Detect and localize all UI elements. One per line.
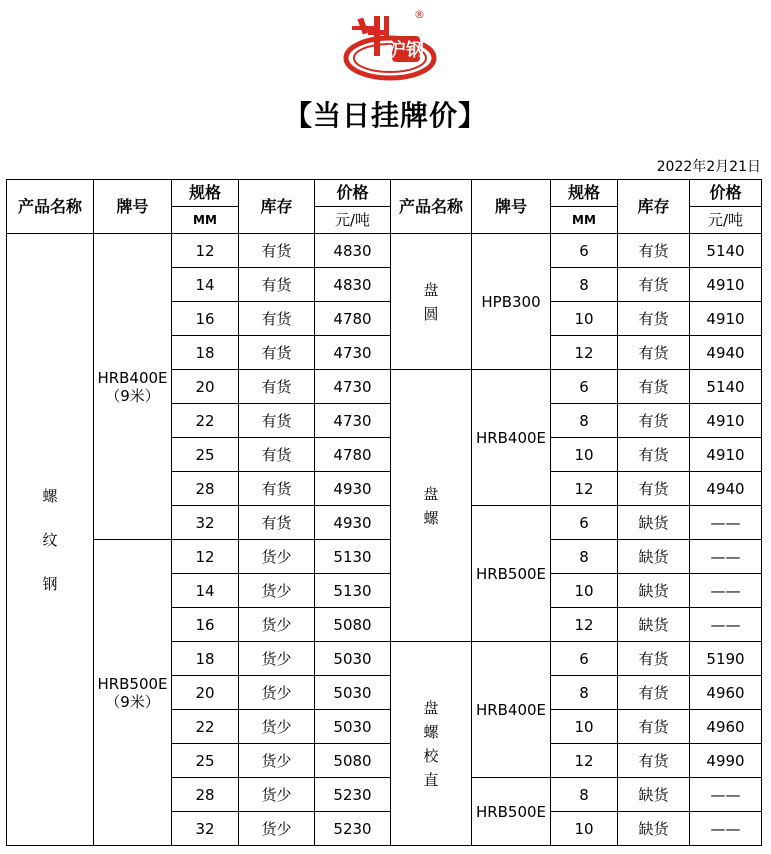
left-spec: 18 <box>172 642 239 676</box>
left-spec: 25 <box>172 438 239 472</box>
left-brand-length: （9米） <box>105 692 160 711</box>
right-stock: 有货 <box>618 438 690 472</box>
left-spec: 28 <box>172 778 239 812</box>
left-stock: 货少 <box>239 710 315 744</box>
right-spec: 8 <box>551 676 618 710</box>
header-price-right: 价格 <box>690 180 762 207</box>
right-spec: 8 <box>551 404 618 438</box>
left-price: 4730 <box>315 404 391 438</box>
left-stock: 货少 <box>239 676 315 710</box>
right-brand: HPB300 <box>472 234 551 370</box>
header-price-unit: 元/吨 <box>315 207 391 234</box>
right-spec: 6 <box>551 506 618 540</box>
header-stock: 库存 <box>239 180 315 234</box>
right-stock: 有货 <box>618 744 690 778</box>
left-product-label: 螺纹钢 <box>42 486 58 593</box>
right-product-name <box>391 370 472 642</box>
header-spec-unit-right: MM <box>551 207 618 234</box>
right-product-label: 盘圆 <box>423 280 439 323</box>
right-price: 5140 <box>690 234 762 268</box>
right-price: 4990 <box>690 744 762 778</box>
right-stock: 缺货 <box>618 574 690 608</box>
left-price: 5030 <box>315 710 391 744</box>
left-spec: 25 <box>172 744 239 778</box>
right-brand: HRB500E <box>472 506 551 642</box>
left-brand-cell <box>94 540 172 846</box>
right-spec: 12 <box>551 472 618 506</box>
right-price: —— <box>690 812 762 846</box>
right-price: 5190 <box>690 642 762 676</box>
right-stock: 缺货 <box>618 506 690 540</box>
left-stock: 有货 <box>239 472 315 506</box>
left-stock: 有货 <box>239 404 315 438</box>
left-spec: 32 <box>172 506 239 540</box>
left-stock: 有货 <box>239 438 315 472</box>
left-spec: 14 <box>172 574 239 608</box>
left-price: 4830 <box>315 268 391 302</box>
left-price: 5130 <box>315 574 391 608</box>
right-brand: HRB400E <box>472 370 551 506</box>
right-stock: 有货 <box>618 710 690 744</box>
left-stock: 有货 <box>239 370 315 404</box>
left-price: 4780 <box>315 438 391 472</box>
left-price: 5080 <box>315 744 391 778</box>
right-price: 4910 <box>690 404 762 438</box>
header-brand-right: 牌号 <box>472 180 551 234</box>
left-stock: 货少 <box>239 778 315 812</box>
left-stock: 货少 <box>239 540 315 574</box>
left-spec: 16 <box>172 608 239 642</box>
left-price: 4730 <box>315 370 391 404</box>
left-price: 5030 <box>315 676 391 710</box>
header-spec-unit: MM <box>172 207 239 234</box>
left-price: 4930 <box>315 472 391 506</box>
right-stock: 缺货 <box>618 608 690 642</box>
right-stock: 有货 <box>618 302 690 336</box>
left-price: 5230 <box>315 812 391 846</box>
right-brand: HRB400E <box>472 642 551 778</box>
right-spec: 10 <box>551 438 618 472</box>
right-price: 4910 <box>690 268 762 302</box>
left-price: 4780 <box>315 302 391 336</box>
left-stock: 货少 <box>239 744 315 778</box>
logo-emblem <box>340 6 440 82</box>
header-product: 产品名称 <box>7 180 94 234</box>
header-spec: 规格 <box>172 180 239 207</box>
right-spec: 10 <box>551 812 618 846</box>
right-price: —— <box>690 608 762 642</box>
page-title: 【当日挂牌价】 <box>283 99 487 132</box>
right-stock: 有货 <box>618 268 690 302</box>
left-product-name <box>7 234 94 846</box>
left-stock: 有货 <box>239 506 315 540</box>
left-price: 4930 <box>315 506 391 540</box>
right-stock: 缺货 <box>618 540 690 574</box>
header-product-right: 产品名称 <box>391 180 472 234</box>
right-product-label: 盘螺 <box>423 484 439 527</box>
left-spec: 16 <box>172 302 239 336</box>
right-price: 4910 <box>690 438 762 472</box>
right-price: —— <box>690 574 762 608</box>
left-spec: 20 <box>172 676 239 710</box>
right-brand: HRB500E <box>472 778 551 846</box>
left-stock: 有货 <box>239 302 315 336</box>
left-brand-length: （9米） <box>105 386 160 405</box>
right-price: 4910 <box>690 302 762 336</box>
right-stock: 有货 <box>618 472 690 506</box>
registered-mark: ® <box>414 8 425 21</box>
right-spec: 6 <box>551 234 618 268</box>
logo-text: 沪钢 <box>388 40 424 61</box>
right-product-label: 盘螺校直 <box>423 698 439 789</box>
right-product-name <box>391 642 472 846</box>
price-date: 2022年2月21日 <box>656 159 761 175</box>
right-stock: 缺货 <box>618 778 690 812</box>
company-logo <box>340 6 440 82</box>
left-brand: HRB400E <box>97 368 168 387</box>
right-spec: 12 <box>551 744 618 778</box>
left-brand-cell <box>94 234 172 540</box>
left-price: 5080 <box>315 608 391 642</box>
left-stock: 有货 <box>239 268 315 302</box>
right-stock: 有货 <box>618 642 690 676</box>
right-product-name <box>391 234 472 370</box>
right-price: —— <box>690 506 762 540</box>
left-spec: 18 <box>172 336 239 370</box>
right-spec: 10 <box>551 710 618 744</box>
left-spec: 28 <box>172 472 239 506</box>
left-stock: 货少 <box>239 574 315 608</box>
right-stock: 有货 <box>618 404 690 438</box>
right-spec: 10 <box>551 574 618 608</box>
left-price: 5230 <box>315 778 391 812</box>
right-price: 4940 <box>690 336 762 370</box>
right-spec: 8 <box>551 268 618 302</box>
left-spec: 14 <box>172 268 239 302</box>
left-stock: 货少 <box>239 812 315 846</box>
right-spec: 6 <box>551 370 618 404</box>
price-table <box>6 179 762 846</box>
header-spec-right: 规格 <box>551 180 618 207</box>
left-spec: 22 <box>172 404 239 438</box>
right-spec: 8 <box>551 540 618 574</box>
left-spec: 32 <box>172 812 239 846</box>
table-row <box>7 540 762 574</box>
right-spec: 6 <box>551 642 618 676</box>
right-spec: 8 <box>551 778 618 812</box>
left-stock: 有货 <box>239 336 315 370</box>
right-price: 4940 <box>690 472 762 506</box>
right-price: 5140 <box>690 370 762 404</box>
right-stock: 有货 <box>618 370 690 404</box>
left-price: 5030 <box>315 642 391 676</box>
left-price: 4730 <box>315 336 391 370</box>
left-brand: HRB500E <box>97 674 168 693</box>
left-price: 5130 <box>315 540 391 574</box>
right-spec: 12 <box>551 608 618 642</box>
right-stock: 有货 <box>618 676 690 710</box>
header-price-unit-right: 元/吨 <box>690 207 762 234</box>
left-spec: 20 <box>172 370 239 404</box>
left-stock: 货少 <box>239 608 315 642</box>
header-stock-right: 库存 <box>618 180 690 234</box>
left-stock: 货少 <box>239 642 315 676</box>
right-price: 4960 <box>690 710 762 744</box>
table-row <box>7 234 762 268</box>
right-stock: 有货 <box>618 336 690 370</box>
left-spec: 22 <box>172 710 239 744</box>
left-price: 4830 <box>315 234 391 268</box>
left-stock: 有货 <box>239 234 315 268</box>
header-price: 价格 <box>315 180 391 207</box>
right-stock: 缺货 <box>618 812 690 846</box>
left-spec: 12 <box>172 540 239 574</box>
header-brand: 牌号 <box>94 180 172 234</box>
right-price: —— <box>690 540 762 574</box>
right-price: 4960 <box>690 676 762 710</box>
right-spec: 12 <box>551 336 618 370</box>
right-stock: 有货 <box>618 234 690 268</box>
right-spec: 10 <box>551 302 618 336</box>
right-price: —— <box>690 778 762 812</box>
left-spec: 12 <box>172 234 239 268</box>
